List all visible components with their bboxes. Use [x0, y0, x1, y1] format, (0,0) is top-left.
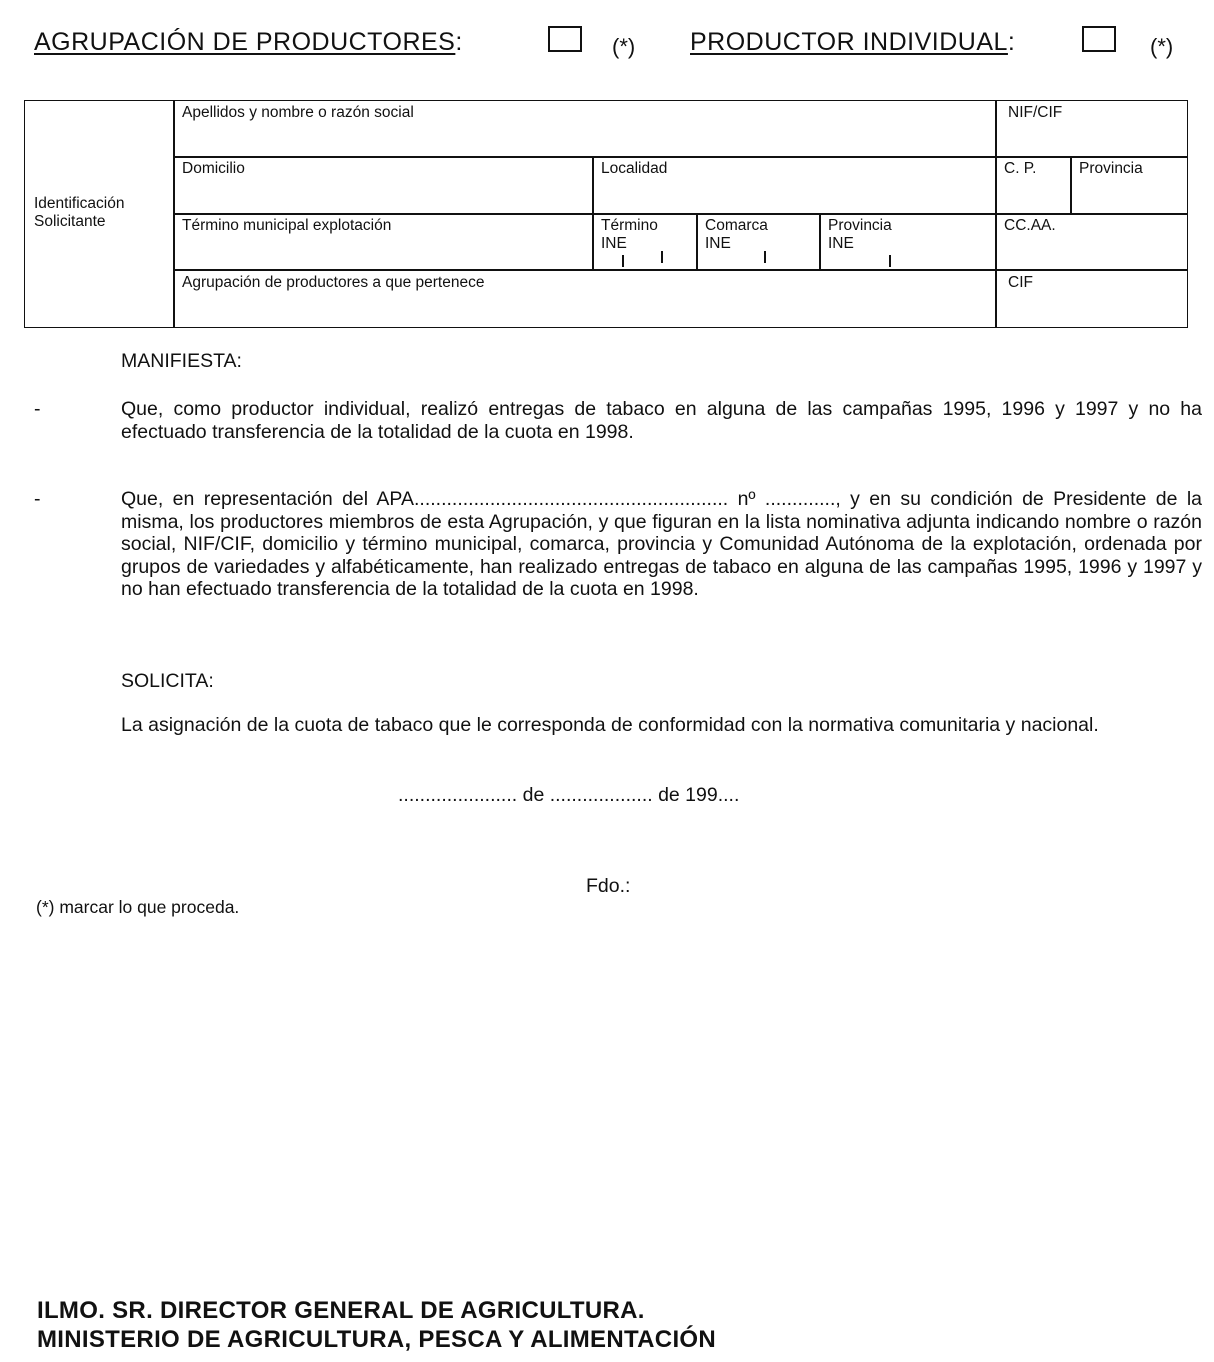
termino-ine-field[interactable]: Término INE [601, 217, 658, 252]
agrupacion-note-marker: (*) [612, 34, 636, 59]
signature-label: Fdo.: [586, 875, 631, 897]
comarca-ine-field[interactable]: Comarca INE [705, 217, 768, 252]
termino-municipal-field[interactable]: Término municipal explotación [182, 217, 392, 234]
list-dash-2: - [34, 488, 41, 510]
individual-checkbox[interactable] [1082, 26, 1116, 52]
manifiesta-heading: MANIFIESTA: [121, 350, 242, 372]
nif-cif-field[interactable]: NIF/CIF [1008, 104, 1063, 121]
identification-table [24, 100, 1188, 328]
solicita-paragraph: La asignación de la cuota de tabaco que le corresponda de conformidad con la normativa comunitaria y nacional. [121, 714, 1099, 736]
manifiesta-paragraph-2: Que, en representación del APA.......................................................... nº ............., y en su condición de Presidente de la misma, los productores miembros de esta Agrupación, y que figuran en la lista nominativa adjunta indicando nombre o razón social, NIF/CIF, domicilio y término municipal, comarca, provincia y Comunidad Autónoma de la explotación, ordenada por grupos de variedades y alfabéticamente, han realizado entregas de tabaco en alguna de las campañas 1995, 1996 y 1997 y no han efectuado transferencia de la totalidad de la cuota en 1998. [121, 488, 1202, 600]
agrupacion-productores-label: AGRUPACIÓN DE PRODUCTORES: [34, 28, 463, 56]
agrupacion-checkbox[interactable] [548, 26, 582, 52]
cif-field[interactable]: CIF [1008, 274, 1033, 291]
solicita-heading: SOLICITA: [121, 670, 214, 692]
agrupacion-pertenece-field[interactable]: Agrupación de productores a que pertenece [182, 274, 485, 291]
identificacion-solicitante-label: Identificación Solicitante [34, 195, 125, 230]
ccaa-field[interactable]: CC.AA. [1004, 217, 1056, 234]
footnote: (*) marcar lo que proceda. [36, 897, 240, 917]
codigo-postal-field[interactable]: C. P. [1004, 160, 1037, 177]
localidad-field[interactable]: Localidad [601, 160, 668, 177]
individual-note-marker: (*) [1150, 34, 1174, 59]
provincia-field[interactable]: Provincia [1079, 160, 1143, 177]
addressee-line-2: MINISTERIO DE AGRICULTURA, PESCA Y ALIMENTACIÓN [37, 1326, 717, 1353]
manifiesta-paragraph-1: Que, como productor individual, realizó entregas de tabaco en alguna de las campañas 1995, 1996 y 1997 y no ha efectuado transferencia de la totalidad de la cuota en 1998. [121, 398, 1202, 443]
productor-individual-label: PRODUCTOR INDIVIDUAL: [690, 28, 1016, 56]
domicilio-field[interactable]: Domicilio [182, 160, 245, 177]
date-line[interactable]: ...................... de ................... de 199.... [398, 784, 740, 806]
provincia-ine-field[interactable]: Provincia INE [828, 217, 892, 252]
name-field[interactable]: Apellidos y nombre o razón social [182, 104, 414, 121]
list-dash-1: - [34, 398, 41, 420]
addressee-line-1: ILMO. SR. DIRECTOR GENERAL DE AGRICULTURA. [37, 1297, 645, 1324]
